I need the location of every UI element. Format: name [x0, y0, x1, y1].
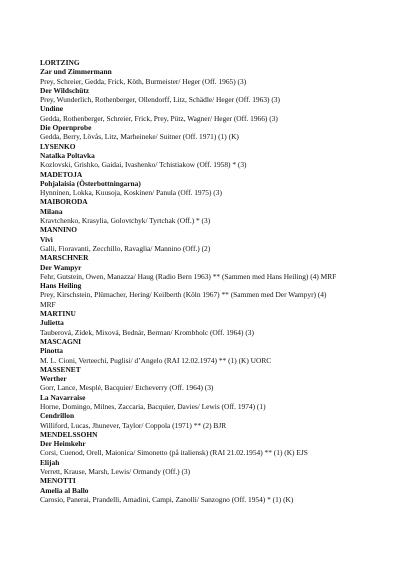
cast-line: Carosio, Panerai, Prandelli, Amadini, Campi, Zanolli/ Sanzogno (Off. 1954) * (1) (K) [40, 494, 294, 504]
cast-line: Kozlovski, Grishko, Gaidai, Ivashenko/ Tchistiakow (Off. 1958) * (3) [40, 160, 247, 170]
cast-line: Prey, Kirschstein, Plümacher, Hering/ Keilberth (Köln 1967) ** (Sammen med Der Wampyr) (4) [40, 290, 327, 300]
composer-heading: MARTINU [40, 309, 76, 319]
composer-heading: LORTZING [40, 58, 80, 67]
work-title: Natalka Poltavka [40, 150, 95, 160]
work-title: Julietta [40, 318, 64, 328]
work-title: Milana [40, 206, 63, 216]
composer-heading: MENOTTI [40, 476, 76, 486]
work-title: Pohjalaisia (Österbottningarna) [40, 178, 141, 188]
cast-line: Gedda, Rothenberger, Schreier, Frick, Prey, Pütz, Wagner/ Heger (Off. 1966) (3) [40, 113, 278, 123]
work-title: Der Wampyr [40, 262, 82, 272]
work-title: Werther [40, 374, 67, 384]
composer-heading: LYSENKO [40, 141, 76, 151]
composer-heading: MASCAGNI [40, 336, 82, 346]
composer-heading: MASSENET [40, 364, 81, 374]
cast-line: Gorr, Lance, Mesplé, Bacquier/ Etcheverry (Off. 1964) (3) [40, 383, 214, 393]
cast-line: Corsi, Cuenod, Orell, Maionica/ Simonetto (på italiensk) (RAI 21.02.1954) ** (1) (K) EJS [40, 448, 308, 458]
cast-line: Williford, Lucas, Jhunever, Taylor/ Coppola (1971) ** (2) BJR [40, 420, 227, 430]
work-title: Hans Heiling [40, 281, 82, 291]
cast-line: M. L. Cioni, Verteechi, Puglisi/ d’Angelo (RAI 12.02.1974) ** (1) (K) UORC [40, 355, 272, 365]
cast-line: Verrett, Krause, Marsh, Lewis/ Ormandy (Off.) (3) [40, 467, 191, 477]
work-title: La Navarraise [40, 392, 86, 402]
opera-listing [40, 58, 386, 504]
cast-line: Prey, Wunderlich, Rothenberger, Ollendorff, Litz, Schädle/ Heger (Off. 1963) (3) [40, 95, 280, 105]
cast-line: Prey, Schreier, Gedda, Frick, Köth, Burmeister/ Heger (Off. 1965) (3) [40, 76, 247, 86]
cast-line: Horne, Domingo, Milnes, Zaccaria, Bacquier, Davies/ Lewis (Off. 1974) (1) [40, 401, 266, 411]
cast-line: Galli, Fioravanti, Zecchillo, Ravaglia/ Mannino (Off.) (2) [40, 243, 211, 253]
work-title: Der Heimkehr [40, 439, 86, 449]
composer-heading: MADETOJA [40, 169, 83, 179]
work-title: Amelia al Ballo [40, 485, 89, 495]
work-title: Zar und Zimmermann [40, 67, 112, 77]
cast-line: Gedda, Berry, Lövås, Litz, Marheineke/ Suitner (Off. 1971) (1) (K) [40, 132, 239, 142]
work-title: Cendrillon [40, 411, 75, 421]
composer-heading: MAIBORODA [40, 197, 88, 207]
work-title: Der Wildschütz [40, 85, 90, 95]
composer-heading: MANNINO [40, 225, 77, 235]
work-title: Undine [40, 104, 64, 114]
work-title: Elijah [40, 457, 60, 467]
cast-line: Tauberová, Zídek, Mixová, Bednár, Berman/ Krombholc (Off. 1964) (3) [40, 327, 254, 337]
work-title: Die Opernprobe [40, 123, 92, 133]
composer-heading: MENDELSSOHN [40, 429, 98, 439]
work-title: Pinotta [40, 346, 63, 356]
composer-heading: MARSCHNER [40, 253, 89, 263]
cast-line: MRF [40, 299, 56, 309]
cast-line: Kravtchenko, Krasylia, Golovtchyk/ Tyrtchak (Off.) * (3) [40, 216, 211, 226]
cast-line: Hynninen, Lokka, Kuusoja, Koskinen/ Panula (Off. 1975) (3) [40, 188, 222, 198]
work-title: Vivì [40, 234, 53, 244]
cast-line: Fehr, Gutstein, Owen, Manazza/ Haug (Radio Bern 1963) ** (Sammen med Hans Heiling) (4) MRF [40, 271, 337, 281]
